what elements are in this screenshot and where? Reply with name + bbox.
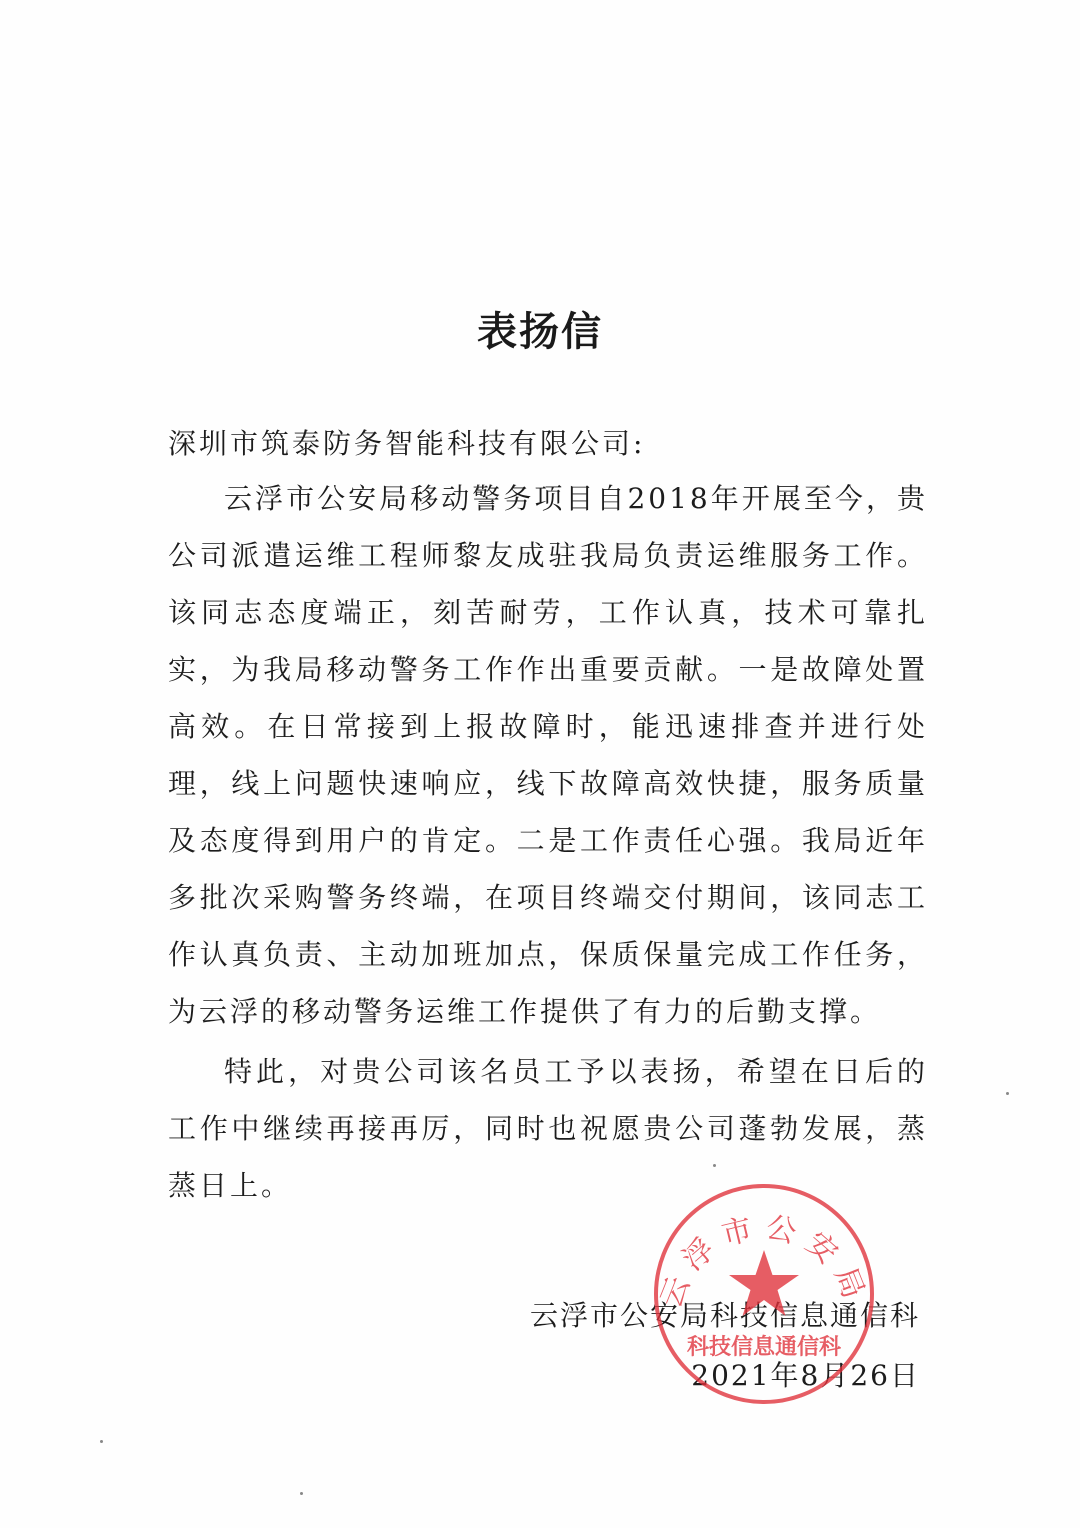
body-paragraph-1: 云浮市公安局移动警务项目自2018年开展至今，贵公司派遣运维工程师黎友成驻我局负责运维服务工作。该同志态度端正，刻苦耐劳，工作认真，技术可靠扎实，为我局移动警务工作作出重要贡献。一是故障处置高效。在日常接到上报故障时，能迅速排查并进行处理，线上问题快速响应，线下故障高效快捷，服务质量及态度得到用户的肯定。二是工作责任心强。我局近年多批次采购警务终端，在项目终端交付期间，该同志工作认真负责、主动加班加点，保质保量完成工作任务，为云浮的移动警务运维工作提供了有力的后勤支撑。 (168, 482, 928, 1028)
scan-speck (300, 1492, 303, 1495)
scan-speck (100, 1440, 103, 1443)
scan-speck (713, 1164, 716, 1167)
salutation: 深圳市筑泰防务智能科技有限公司: (168, 427, 646, 460)
page-title: 表扬信 (477, 309, 603, 355)
body-paragraph-2: 特此，对贵公司该名员工予以表扬，希望在日后的工作中继续再接再厉，同时也祝愿贵公司蓬勃发展，蒸蒸日上。 (168, 1055, 928, 1202)
scan-speck (1006, 1092, 1009, 1095)
signature-organization: 云浮市公安局科技信息通信科 (529, 1299, 920, 1332)
seal-inner-text: 科技信息通信科 (686, 1335, 842, 1360)
seal-outer-text: 云浮市公安局 (653, 1209, 875, 1313)
official-seal-stamp (648, 1178, 880, 1410)
signature-date: 2021年8月26日 (691, 1359, 920, 1392)
seal-star-icon (729, 1250, 799, 1316)
